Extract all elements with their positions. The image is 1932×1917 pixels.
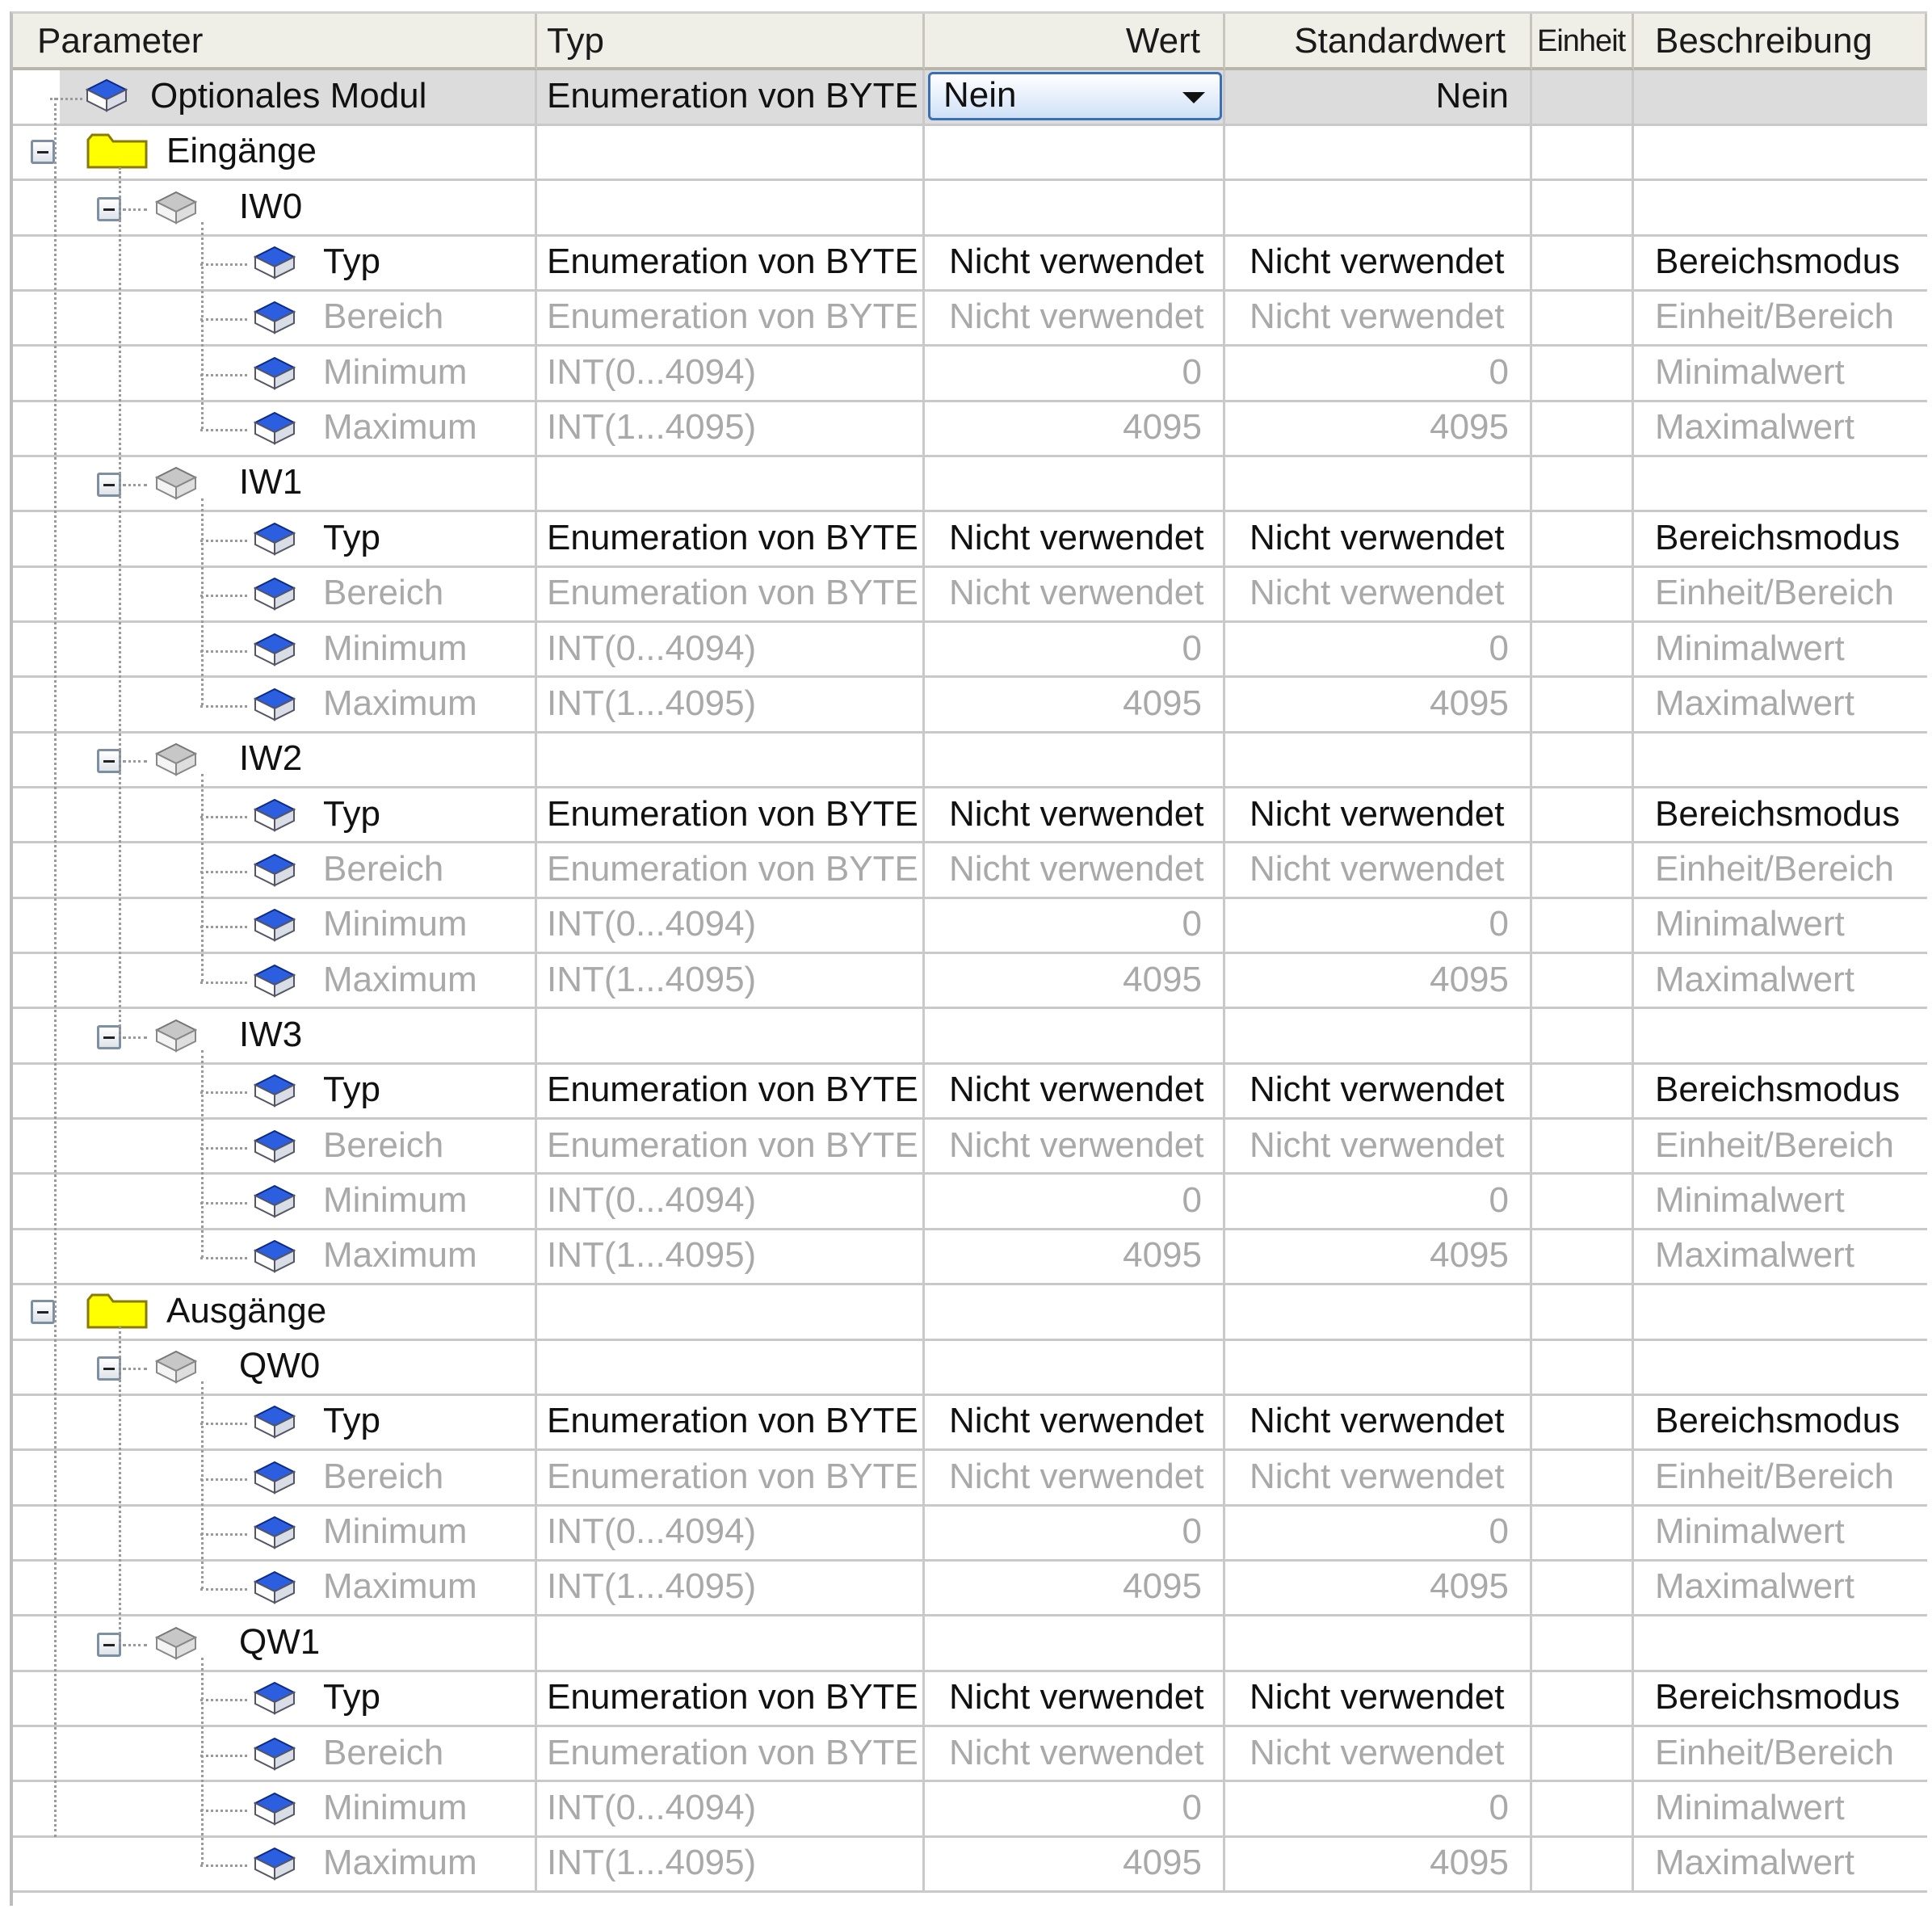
einheit-cell	[1532, 567, 1634, 623]
parameter-cell[interactable]	[13, 733, 537, 788]
typ-cell: Enumeration von BYTE	[537, 1727, 925, 1783]
standardwert-cell: 4095	[1225, 1837, 1532, 1893]
parameter-cell[interactable]	[13, 788, 537, 844]
einheit-cell	[1532, 788, 1634, 844]
blue-parameter-icon	[250, 410, 297, 457]
typ-cell: INT(0...4094)	[537, 1175, 925, 1230]
beschreibung-cell: Minimalwert	[1634, 623, 1927, 679]
standardwert-cell: 0	[1225, 1506, 1532, 1562]
standardwert-cell: 0	[1225, 898, 1532, 954]
table-row-parameter	[13, 843, 1927, 899]
typ-cell: INT(0...4094)	[537, 898, 925, 954]
parameter-name: Typ	[323, 793, 380, 834]
table-row-parameter	[13, 1671, 1927, 1727]
channel-name: QW0	[239, 1346, 321, 1386]
blue-parameter-icon	[250, 1679, 297, 1727]
collapse-toggle[interactable]	[31, 140, 55, 164]
standardwert-cell: Nein	[1225, 70, 1532, 126]
column-header-typ[interactable]: Typ	[537, 14, 925, 70]
table-row-group	[13, 125, 1927, 181]
parameter-name: Typ	[323, 1070, 380, 1110]
blue-parameter-icon	[250, 631, 297, 679]
wert-cell[interactable]: Nicht verwendet	[925, 788, 1225, 844]
standardwert-cell: Nicht verwendet	[1225, 1395, 1532, 1451]
table-row-group	[13, 1285, 1927, 1341]
parameter-cell	[13, 1506, 537, 1562]
wert-cell: 4095	[925, 401, 1225, 457]
beschreibung-cell: Einheit/Bereich	[1634, 843, 1927, 899]
blue-parameter-icon	[250, 851, 297, 899]
gray-block-icon	[152, 189, 199, 237]
parameter-name: Bereich	[323, 296, 444, 337]
typ-cell: INT(0...4094)	[537, 623, 925, 679]
wert-cell[interactable]: Nicht verwendet	[925, 512, 1225, 568]
parameter-cell[interactable]	[13, 1285, 537, 1341]
beschreibung-cell: Einheit/Bereich	[1634, 1120, 1927, 1175]
parameter-cell	[13, 1837, 537, 1893]
typ-cell: Enumeration von BYTE	[537, 291, 925, 347]
beschreibung-cell: Minimalwert	[1634, 347, 1927, 402]
einheit-cell	[1532, 954, 1634, 1010]
parameter-name: Optionales Modul	[150, 76, 427, 116]
table-row-parameter	[13, 1230, 1927, 1285]
beschreibung-cell: Maximalwert	[1634, 401, 1927, 457]
blue-parameter-icon	[250, 1514, 297, 1562]
beschreibung-cell: Bereichsmodus	[1634, 512, 1927, 568]
beschreibung-cell: Maximalwert	[1634, 954, 1927, 1010]
typ-cell: Enumeration von BYTE	[537, 1064, 925, 1120]
parameter-cell[interactable]	[13, 1009, 537, 1065]
standardwert-cell: Nicht verwendet	[1225, 788, 1532, 844]
gray-block-icon	[152, 1017, 199, 1065]
typ-cell: Enumeration von BYTE	[537, 1395, 925, 1451]
beschreibung-cell: Minimalwert	[1634, 1506, 1927, 1562]
blue-parameter-icon	[250, 520, 297, 568]
channel-name: IW0	[239, 186, 303, 226]
parameter-cell	[13, 1451, 537, 1507]
typ-cell: INT(1...4095)	[537, 678, 925, 734]
table-row-parameter	[13, 1727, 1927, 1783]
blue-parameter-icon	[82, 77, 129, 126]
table-row-parameter	[13, 623, 1927, 679]
standardwert-cell: 4095	[1225, 678, 1532, 734]
table-row-channel	[13, 1340, 1927, 1396]
parameter-cell	[13, 1230, 537, 1285]
standardwert-cell: Nicht verwendet	[1225, 291, 1532, 347]
table-row-parameter	[13, 1120, 1927, 1175]
einheit-cell	[1532, 347, 1634, 402]
wert-cell: 0	[925, 1506, 1225, 1562]
table-row-parameter	[13, 898, 1927, 954]
beschreibung-cell: Bereichsmodus	[1634, 788, 1927, 844]
parameter-name: Minimum	[323, 628, 468, 668]
einheit-cell	[1532, 623, 1634, 679]
standardwert-cell: Nicht verwendet	[1225, 1064, 1532, 1120]
collapse-toggle[interactable]	[97, 1633, 121, 1657]
parameter-name: Minimum	[323, 351, 468, 392]
beschreibung-cell: Einheit/Bereich	[1634, 291, 1927, 347]
blue-parameter-icon	[250, 1183, 297, 1230]
gray-block-icon	[152, 741, 199, 788]
standardwert-cell: 0	[1225, 1175, 1532, 1230]
collapse-toggle[interactable]	[97, 1025, 121, 1049]
blue-parameter-icon	[250, 1072, 297, 1120]
table-row-parameter	[13, 954, 1927, 1010]
collapse-toggle[interactable]	[97, 473, 121, 497]
einheit-cell	[1532, 401, 1634, 457]
wert-cell[interactable]: Nicht verwendet	[925, 236, 1225, 292]
parameter-name: Minimum	[323, 1511, 468, 1552]
table-row-channel	[13, 181, 1927, 237]
table-row-parameter	[13, 291, 1927, 347]
wert-cell: 4095	[925, 1230, 1225, 1285]
standardwert-cell: Nicht verwendet	[1225, 567, 1532, 623]
typ-cell: Enumeration von BYTE	[537, 1120, 925, 1175]
einheit-cell	[1532, 1671, 1634, 1727]
beschreibung-cell: Bereichsmodus	[1634, 1395, 1927, 1451]
beschreibung-cell: Bereichsmodus	[1634, 1064, 1927, 1120]
einheit-cell	[1532, 1782, 1634, 1838]
parameter-table	[10, 11, 1927, 1906]
standardwert-cell: 0	[1225, 1782, 1532, 1838]
parameter-name: Minimum	[323, 904, 468, 944]
parameter-cell[interactable]	[13, 1064, 537, 1120]
parameter-cell	[13, 1120, 537, 1175]
table-row-parameter	[13, 1837, 1927, 1893]
einheit-cell	[1532, 678, 1634, 734]
blue-parameter-icon	[250, 1735, 297, 1783]
parameter-name: Typ	[323, 1677, 380, 1717]
parameter-name: Bereich	[323, 1456, 444, 1496]
gray-block-icon	[152, 1625, 199, 1672]
table-row-parameter	[13, 567, 1927, 623]
parameter-name: Typ	[323, 517, 380, 557]
parameter-cell[interactable]	[13, 1616, 537, 1672]
parameter-cell	[13, 1782, 537, 1838]
column-header-parameter[interactable]: Parameter	[13, 14, 537, 70]
column-header-einheit[interactable]: Einheit	[1532, 14, 1634, 70]
blue-parameter-icon	[250, 244, 297, 292]
wert-cell: Nicht verwendet	[925, 291, 1225, 347]
standardwert-cell: Nicht verwendet	[1225, 1120, 1532, 1175]
standardwert-cell: 4095	[1225, 954, 1532, 1010]
parameter-name: Bereich	[323, 1732, 444, 1772]
standardwert-cell: 4095	[1225, 1561, 1532, 1616]
beschreibung-cell	[1634, 70, 1927, 126]
standardwert-cell: 4095	[1225, 1230, 1532, 1285]
blue-parameter-icon	[250, 906, 297, 954]
typ-cell: INT(1...4095)	[537, 954, 925, 1010]
blue-parameter-icon	[250, 1845, 297, 1893]
einheit-cell	[1532, 1451, 1634, 1507]
table-row-optionales-modul	[13, 70, 1927, 126]
collapse-toggle[interactable]	[97, 1356, 121, 1381]
wert-cell: 4095	[925, 678, 1225, 734]
table-row-parameter	[13, 1064, 1927, 1120]
wert-cell: 0	[925, 1782, 1225, 1838]
channel-name: IW2	[239, 738, 303, 779]
einheit-cell	[1532, 70, 1634, 126]
standardwert-cell: Nicht verwendet	[1225, 1451, 1532, 1507]
wert-cell[interactable]: Nicht verwendet	[925, 1671, 1225, 1727]
column-header-beschreibung[interactable]: Beschreibung	[1634, 14, 1927, 70]
typ-cell: Enumeration von BYTE	[537, 788, 925, 844]
parameter-name: Maximum	[323, 1566, 477, 1607]
einheit-cell	[1532, 1506, 1634, 1562]
einheit-cell	[1532, 1120, 1634, 1175]
blue-parameter-icon	[250, 797, 297, 844]
beschreibung-cell: Bereichsmodus	[1634, 1671, 1927, 1727]
parameter-cell	[13, 401, 537, 457]
wert-cell: 0	[925, 1175, 1225, 1230]
typ-cell: Enumeration von BYTE	[537, 1671, 925, 1727]
parameter-name: Minimum	[323, 1787, 468, 1827]
blue-parameter-icon	[250, 686, 297, 734]
blue-parameter-icon	[250, 355, 297, 402]
standardwert-cell: 0	[1225, 623, 1532, 679]
wert-cell: 0	[925, 347, 1225, 402]
column-header-standardwert[interactable]: Standardwert	[1225, 14, 1532, 70]
parameter-cell[interactable]	[13, 236, 537, 292]
typ-cell: Enumeration von BYTE	[537, 512, 925, 568]
folder-icon	[86, 132, 149, 181]
parameter-cell	[13, 347, 537, 402]
blue-parameter-icon	[250, 1459, 297, 1507]
typ-cell: Enumeration von BYTE	[537, 1451, 925, 1507]
blue-parameter-icon	[250, 1569, 297, 1616]
beschreibung-cell: Minimalwert	[1634, 1175, 1927, 1230]
einheit-cell	[1532, 843, 1634, 899]
parameter-cell	[13, 678, 537, 734]
typ-cell: INT(1...4095)	[537, 1561, 925, 1616]
blue-parameter-icon	[250, 962, 297, 1010]
collapse-toggle[interactable]	[31, 1300, 55, 1324]
gray-block-icon	[152, 1348, 199, 1396]
blue-parameter-icon	[250, 1790, 297, 1838]
einheit-cell	[1532, 1230, 1634, 1285]
einheit-cell	[1532, 1064, 1634, 1120]
table-row-parameter	[13, 236, 1927, 292]
typ-cell: Enumeration von BYTE	[537, 567, 925, 623]
wert-cell: 0	[925, 898, 1225, 954]
beschreibung-cell: Einheit/Bereich	[1634, 1727, 1927, 1783]
parameter-cell[interactable]	[13, 1671, 537, 1727]
parameter-cell[interactable]	[13, 1340, 537, 1396]
table-row-parameter	[13, 1506, 1927, 1562]
group-name: Ausgänge	[166, 1290, 327, 1331]
parameter-name: Typ	[323, 1401, 380, 1441]
typ-cell: INT(1...4095)	[537, 1230, 925, 1285]
typ-cell: Enumeration von BYTE	[537, 236, 925, 292]
beschreibung-cell: Maximalwert	[1634, 1230, 1927, 1285]
parameter-cell	[13, 623, 537, 679]
parameter-cell[interactable]	[13, 1395, 537, 1451]
standardwert-cell: 0	[1225, 347, 1532, 402]
parameter-name: Maximum	[323, 1235, 477, 1276]
standardwert-cell: 4095	[1225, 401, 1532, 457]
einheit-cell	[1532, 1727, 1634, 1783]
einheit-cell	[1532, 898, 1634, 954]
parameter-cell	[13, 567, 537, 623]
wert-cell: Nicht verwendet	[925, 1451, 1225, 1507]
wert-cell[interactable]	[925, 70, 1225, 126]
einheit-cell	[1532, 512, 1634, 568]
channel-name: IW1	[239, 462, 303, 502]
typ-cell: Enumeration von BYTE	[537, 70, 925, 126]
blue-parameter-icon	[250, 1238, 297, 1285]
table-row-parameter	[13, 678, 1927, 734]
standardwert-cell: Nicht verwendet	[1225, 1671, 1532, 1727]
parameter-cell[interactable]	[13, 125, 537, 181]
einheit-cell	[1532, 1561, 1634, 1616]
parameter-name: Maximum	[323, 407, 477, 448]
einheit-cell	[1532, 291, 1634, 347]
parameter-cell[interactable]	[13, 70, 537, 126]
folder-icon	[86, 1292, 149, 1341]
beschreibung-cell: Einheit/Bereich	[1634, 1451, 1927, 1507]
table-row-parameter	[13, 788, 1927, 844]
parameter-cell	[13, 1727, 537, 1783]
channel-name: IW3	[239, 1014, 303, 1054]
blue-parameter-icon	[250, 1403, 297, 1451]
table-row-parameter	[13, 347, 1927, 402]
table-row-channel	[13, 733, 1927, 788]
parameter-name: Maximum	[323, 683, 477, 723]
typ-cell: INT(0...4094)	[537, 347, 925, 402]
channel-name: QW1	[239, 1621, 321, 1662]
wert-dropdown[interactable]	[928, 72, 1222, 120]
blue-parameter-icon	[250, 299, 297, 347]
parameter-cell	[13, 898, 537, 954]
wert-cell: 4095	[925, 954, 1225, 1010]
column-header-wert[interactable]: Wert	[925, 14, 1225, 70]
parameter-cell	[13, 843, 537, 899]
gray-block-icon	[152, 465, 199, 512]
wert-cell: Nicht verwendet	[925, 843, 1225, 899]
einheit-cell	[1532, 236, 1634, 292]
parameter-name: Maximum	[323, 959, 477, 999]
parameter-cell	[13, 954, 537, 1010]
wert-cell: 4095	[925, 1561, 1225, 1616]
typ-cell: Enumeration von BYTE	[537, 843, 925, 899]
parameter-name: Bereich	[323, 1125, 444, 1165]
einheit-cell	[1532, 1395, 1634, 1451]
table-row-parameter	[13, 1395, 1927, 1451]
table-row-channel	[13, 1616, 1927, 1672]
beschreibung-cell: Maximalwert	[1634, 1837, 1927, 1893]
blue-parameter-icon	[250, 1128, 297, 1175]
parameter-name: Bereich	[323, 848, 444, 889]
beschreibung-cell: Bereichsmodus	[1634, 236, 1927, 292]
typ-cell: INT(1...4095)	[537, 401, 925, 457]
wert-cell: Nicht verwendet	[925, 1120, 1225, 1175]
beschreibung-cell: Minimalwert	[1634, 1782, 1927, 1838]
parameter-cell	[13, 1561, 537, 1616]
parameter-name: Maximum	[323, 1843, 477, 1883]
chevron-down-icon[interactable]	[1182, 92, 1205, 103]
parameter-name: Bereich	[323, 573, 444, 613]
table-row-channel	[13, 1009, 1927, 1065]
standardwert-cell: Nicht verwendet	[1225, 843, 1532, 899]
table-row-parameter	[13, 1175, 1927, 1230]
wert-cell: 4095	[925, 1837, 1225, 1893]
beschreibung-cell: Minimalwert	[1634, 898, 1927, 954]
table-row-parameter	[13, 1782, 1927, 1838]
parameter-cell[interactable]	[13, 512, 537, 568]
wert-cell[interactable]: Nicht verwendet	[925, 1395, 1225, 1451]
table-row-parameter	[13, 401, 1927, 457]
parameter-name: Typ	[323, 242, 380, 282]
parameter-cell	[13, 291, 537, 347]
wert-cell: Nicht verwendet	[925, 567, 1225, 623]
collapse-toggle[interactable]	[97, 749, 121, 773]
standardwert-cell: Nicht verwendet	[1225, 236, 1532, 292]
table-row-parameter	[13, 512, 1927, 568]
beschreibung-cell: Maximalwert	[1634, 678, 1927, 734]
wert-cell[interactable]: Nicht verwendet	[925, 1064, 1225, 1120]
table-row-channel	[13, 456, 1927, 512]
parameter-cell[interactable]	[13, 456, 537, 512]
parameter-cell	[13, 1175, 537, 1230]
parameter-cell[interactable]	[13, 181, 537, 237]
wert-cell: 0	[925, 623, 1225, 679]
wert-cell: Nicht verwendet	[925, 1727, 1225, 1783]
typ-cell: INT(0...4094)	[537, 1506, 925, 1562]
table-row-parameter	[13, 1451, 1927, 1507]
parameter-name: Minimum	[323, 1180, 468, 1220]
standardwert-cell: Nicht verwendet	[1225, 1727, 1532, 1783]
standardwert-cell: Nicht verwendet	[1225, 512, 1532, 568]
einheit-cell	[1532, 1175, 1634, 1230]
dropdown-value: Nein	[943, 75, 1017, 115]
einheit-cell	[1532, 1837, 1634, 1893]
table-header	[13, 14, 1927, 70]
typ-cell: INT(1...4095)	[537, 1837, 925, 1893]
typ-cell: INT(0...4094)	[537, 1782, 925, 1838]
group-name: Eingänge	[166, 131, 317, 171]
beschreibung-cell: Einheit/Bereich	[1634, 567, 1927, 623]
blue-parameter-icon	[250, 575, 297, 623]
table-row-parameter	[13, 1561, 1927, 1616]
collapse-toggle[interactable]	[97, 197, 121, 221]
beschreibung-cell: Maximalwert	[1634, 1561, 1927, 1616]
